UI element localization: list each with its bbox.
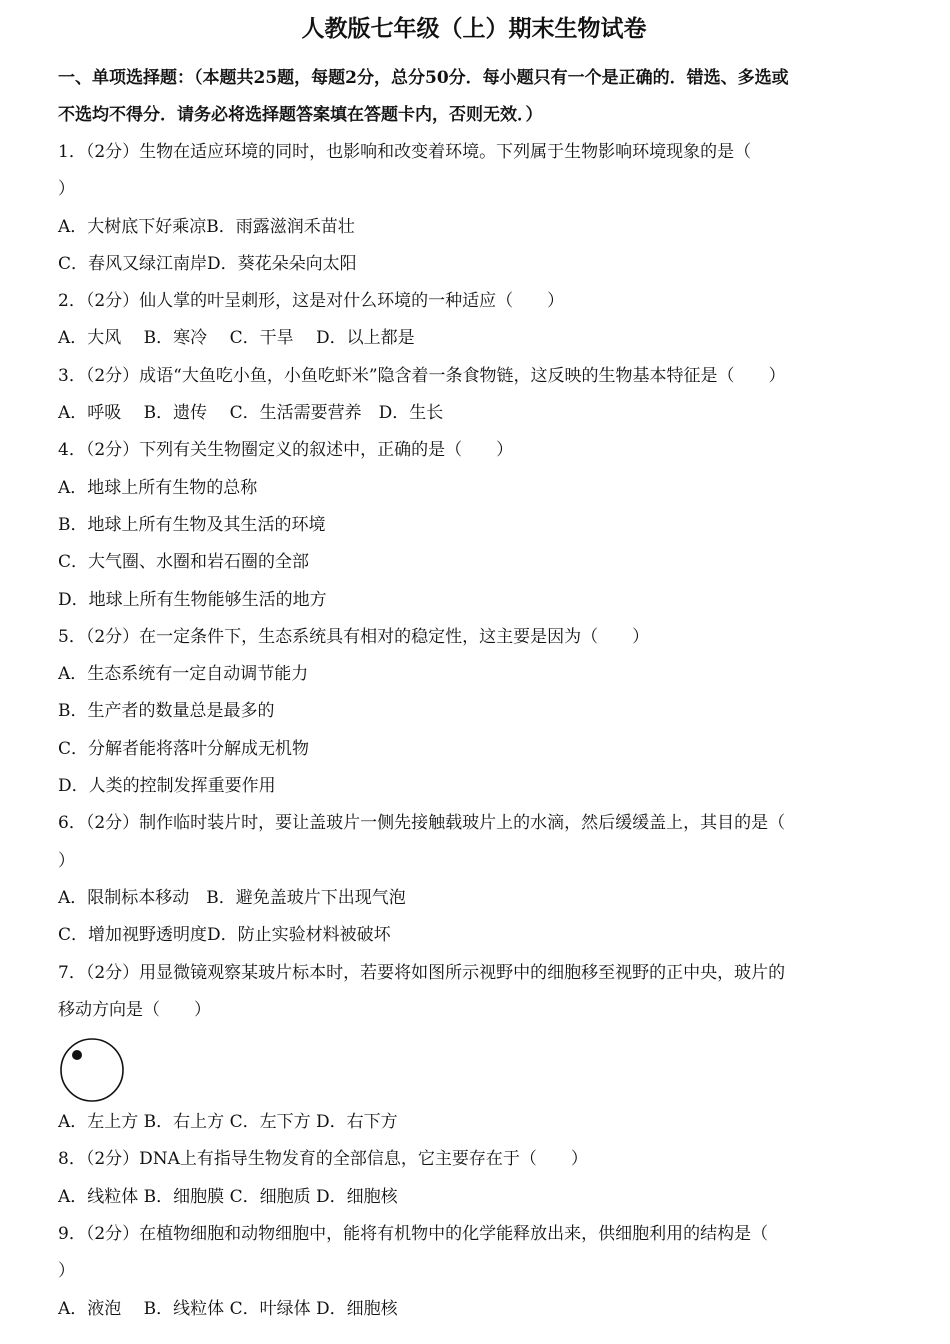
question-stem-line: 6．（2分）制作临时装片时，要让盖玻片一侧先接触载玻片上的水滴，然后缓缓盖上，其目的是（: [58, 813, 786, 834]
option-line: A．线粒体 B．细胞膜 C．细胞质 D．细胞核: [58, 1186, 398, 1207]
question-stem-line: 5．（2分）在一定条件下，生态系统具有相对的稳定性，这主要是因为（ ）: [58, 626, 650, 647]
question-stem-line: 4．（2分）下列有关生物圈定义的叙述中，正确的是（ ）: [58, 440, 514, 461]
question-8: [58, 1141, 890, 1216]
question-stem-line: 7．（2分）用显微镜观察某玻片标本时，若要将如图所示视野中的细胞移至视野的正中央，玻片的: [58, 962, 786, 983]
option-line: A．生态系统有一定自动调节能力: [58, 664, 309, 685]
option-line: B．生产者的数量总是最多的: [58, 701, 275, 722]
question-stem-line: ）: [58, 1261, 75, 1282]
option-line: A．呼吸 B．遗传 C．生活需要营养 D．生长: [58, 403, 444, 424]
question-7: [58, 955, 890, 1142]
question-stem-line: 3．（2分）成语“大鱼吃小鱼，小鱼吃虾米”隐含着一条食物链，这反映的生物基本特征是（ ）: [58, 365, 786, 386]
option-line: A．大风 B．寒冷 C．干旱 D．以上都是: [58, 328, 415, 349]
question-stem-line: 8．（2分）DNA上有指导生物发育的全部信息，它主要存在于（ ）: [58, 1149, 588, 1170]
question-3: [58, 358, 890, 433]
option-line: C．分解者能将落叶分解成无机物: [58, 738, 310, 759]
question-5: [58, 619, 890, 805]
option-line: A．限制标本移动 B．避免盖玻片下出现气泡: [58, 887, 406, 908]
question-4: [58, 432, 890, 618]
option-line: A．液泡 B．线粒体 C．叶绿体 D．细胞核: [58, 1298, 398, 1319]
question-stem-line: ）: [58, 850, 75, 871]
option-line: D．地球上所有生物能够生活的地方: [58, 589, 327, 610]
question-2: [58, 283, 890, 358]
option-line: A．大树底下好乘凉B．雨露滋润禾苗壮: [58, 216, 355, 237]
microscope-field-figure: [58, 1029, 890, 1104]
option-line: C．增加视野透明度D．防止实验材料被破坏: [58, 925, 391, 946]
question-6: [58, 805, 890, 954]
option-line: C．春风又绿江南岸D．葵花朵朵向太阳: [58, 253, 357, 274]
microscope-view-circle-icon: [58, 1037, 130, 1103]
option-line: C．大气圈、水圈和岩石圈的全部: [58, 552, 310, 573]
question-stem-line: 9．（2分）在植物细胞和动物细胞中，能将有机物中的化学能释放出来，供细胞利用的结构是（: [58, 1224, 769, 1245]
question-1: [58, 134, 890, 283]
question-stem-line: 移动方向是（ ）: [58, 999, 211, 1020]
option-line: B．地球上所有生物及其生活的环境: [58, 514, 326, 535]
question-stem-line: 2．（2分）仙人掌的叶呈刺形，这是对什么环境的一种适应（ ）: [58, 291, 565, 312]
question-stem-line: ）: [58, 179, 75, 200]
option-line: D．人类的控制发挥重要作用: [58, 776, 276, 797]
exam-title: 人教版七年级（上）期末生物试卷: [301, 15, 647, 42]
section-header: [58, 60, 890, 134]
section-header-line-1: 一、单项选择题：（本题共25题，每题2分，总分50分．每小题只有一个是正确的．错选、多选或: [58, 68, 789, 88]
question-9: [58, 1216, 890, 1328]
question-stem-line: 1．（2分）生物在适应环境的同时，也影响和改变着环境。下列属于生物影响环境现象的是（: [58, 142, 752, 162]
option-line: A．左上方 B．右上方 C．左下方 D．右下方: [58, 1112, 398, 1133]
option-line: A．地球上所有生物的总称: [58, 477, 258, 498]
section-header-line-2: 不选均不得分．请务必将选择题答案填在答题卡内，否则无效．）: [58, 105, 543, 125]
